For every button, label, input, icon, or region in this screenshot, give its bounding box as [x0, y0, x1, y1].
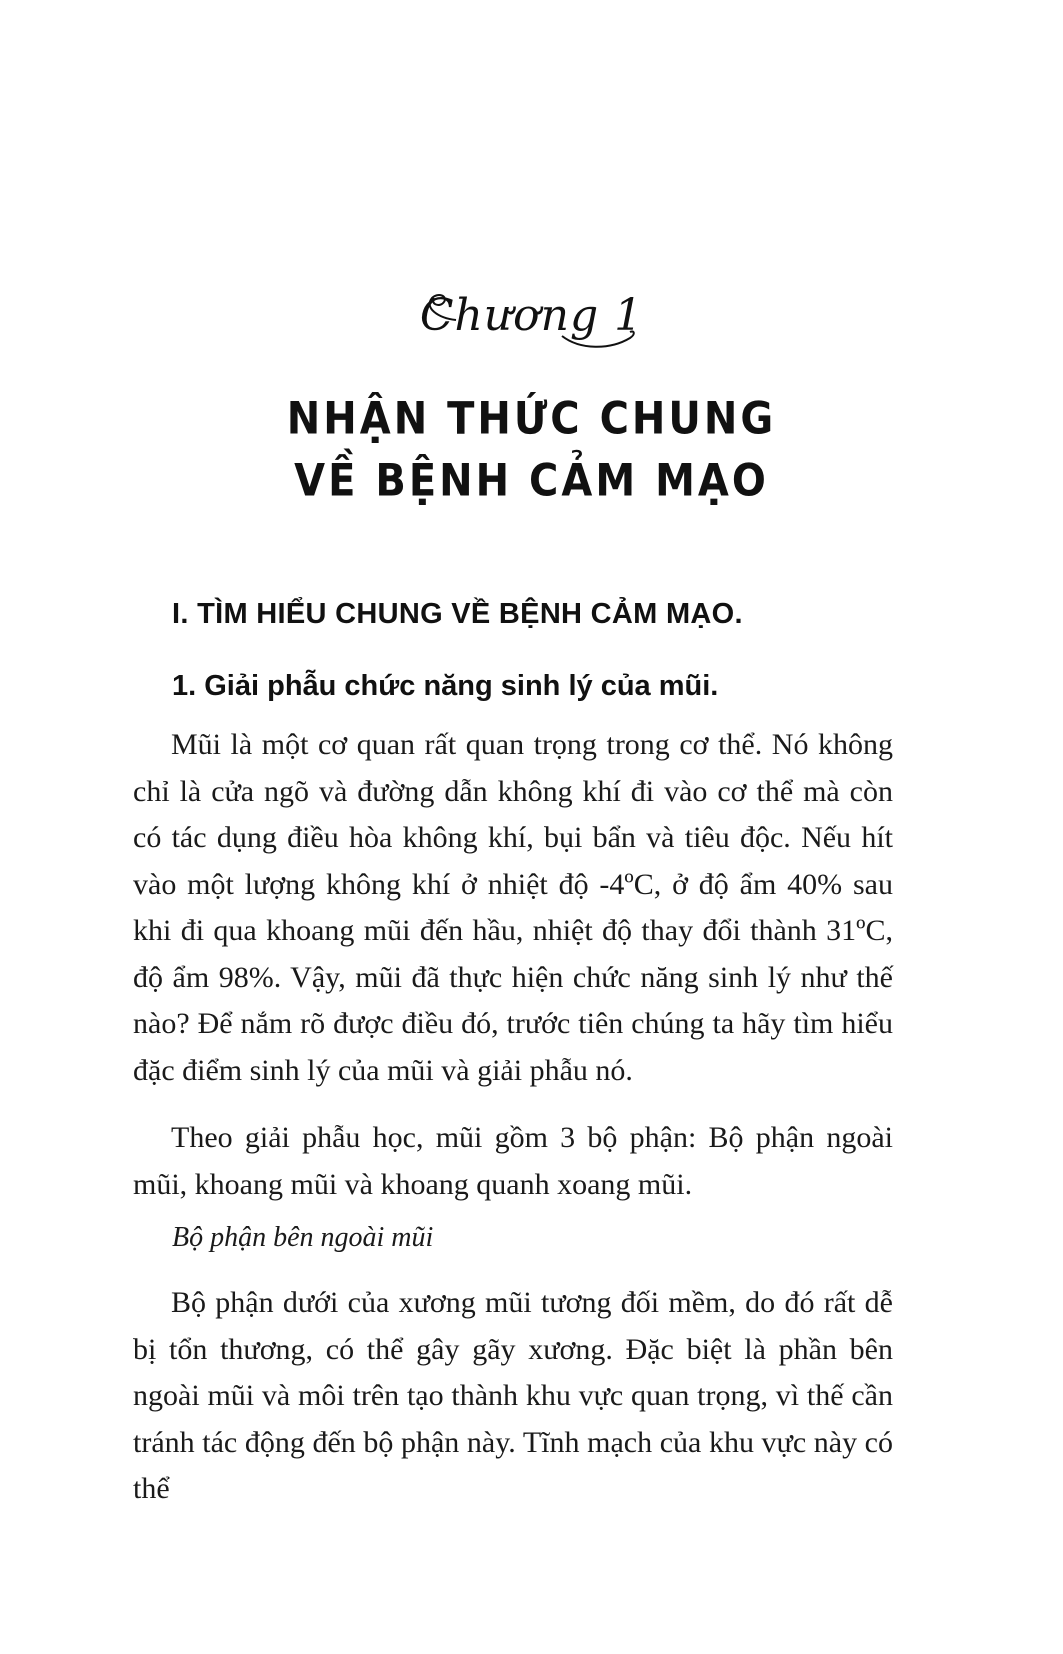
paragraph-text: Bộ phận dưới của xương mũi tương đối mềm, do đó rất dễ bị tổn thương, có thể gây gãy xương. Đặc biệt là phần bên ngoài mũi và môi trên tạo thành khu vực quan trọng, vì thế cần tránh tác động đến bộ phận này. Tĩnh mạch của khu vực này có thể	[133, 1286, 893, 1505]
section-subheading: 1. Giải phẫu chức năng sinh lý của mũi.	[172, 670, 719, 702]
chapter-label	[0, 290, 1063, 380]
chapter-label-text: Chương 1	[419, 290, 644, 341]
chapter-title-line-1: NHẬN THỨC CHUNG	[286, 393, 777, 445]
section-heading: I. TÌM HIỂU CHUNG VỀ BỆNH CẢM MẠO.	[172, 598, 743, 630]
paragraph-text: Mũi là một cơ quan rất quan trọng trong cơ thể. Nó không chỉ là cửa ngõ và đường dẫn không khí đi vào cơ thể mà còn có tác dụng điều hòa không khí, bụi bẩn và tiêu độc. Nếu hít vào một lượng không khí ở nhiệt độ -4ºC, ở độ ẩm 40% sau khi đi qua khoang mũi đến hầu, nhiệt độ thay đổi thành 31ºC, độ ẩm 98%. Vậy, mũi đã thực hiện chức năng sinh lý như thế nào? Để nắm rõ được điều đó, trước tiên chúng ta hãy tìm hiểu đặc điểm sinh lý của mũi và giải phẫu nó.	[133, 728, 893, 1087]
flourish-right-icon	[560, 328, 640, 352]
paragraph-text: Theo giải phẫu học, mũi gồm 3 bộ phận: Bộ phận ngoài mũi, khoang mũi và khoang quanh xoang mũi.	[133, 1121, 893, 1201]
paragraph	[133, 722, 893, 1094]
italic-subheading: Bộ phận bên ngoài mũi	[172, 1222, 434, 1253]
paragraph	[133, 1280, 893, 1513]
chapter-title-line-2: VỀ BỆNH CẢM MẠO	[294, 455, 769, 507]
paragraph	[133, 1115, 893, 1208]
